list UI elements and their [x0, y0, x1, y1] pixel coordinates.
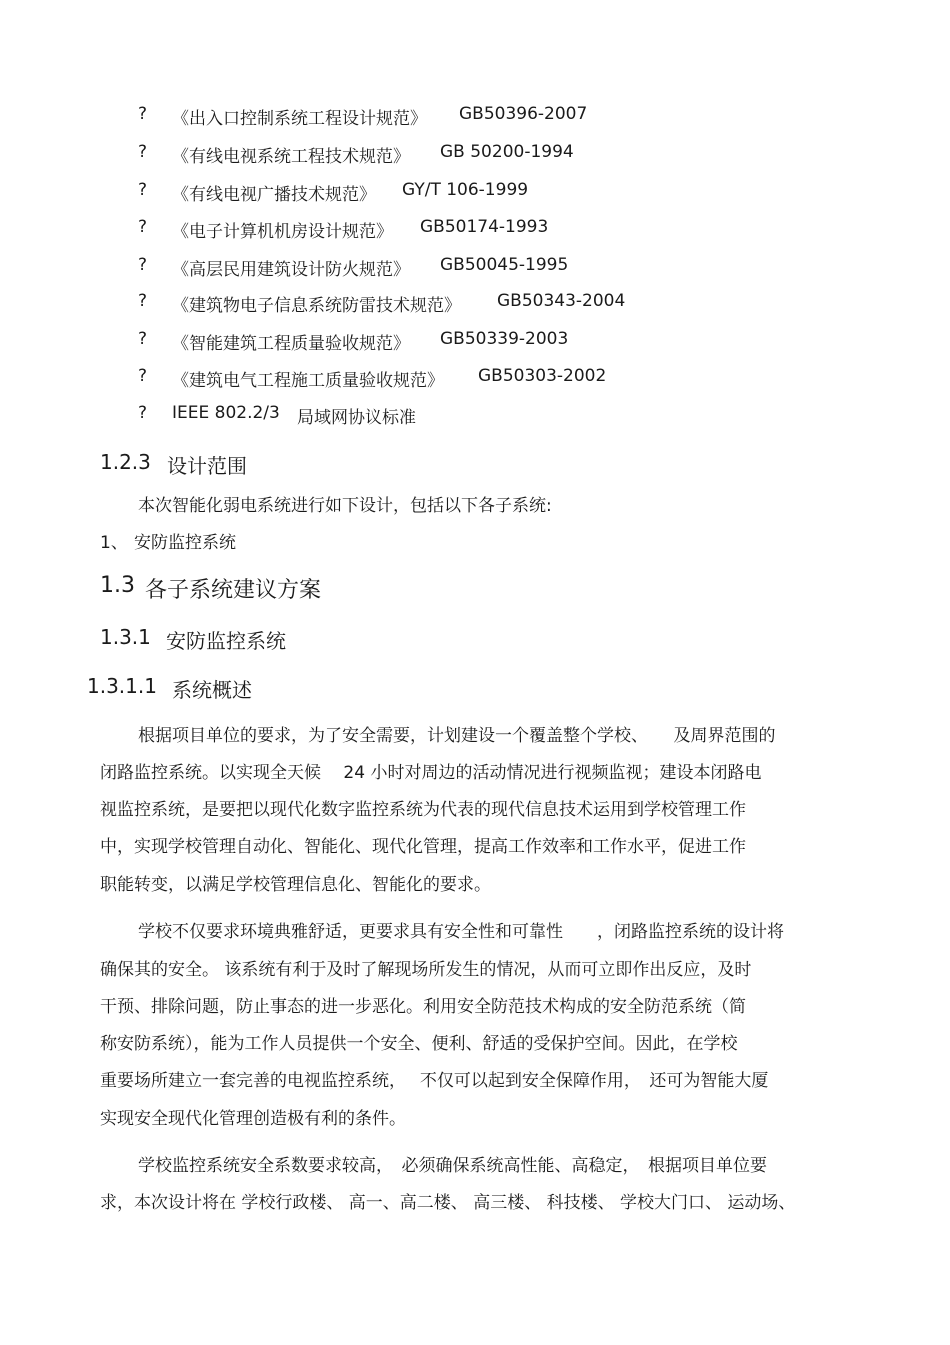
paragraph-line: 闭路监控系统。以实现全天候 24 小时对周边的活动情况进行视频监视；建设本闭路电 — [100, 763, 762, 783]
standard-title: IEEE 802.2/3 — [172, 403, 280, 423]
list-bullet: ? — [138, 142, 148, 162]
standard-title: 《智能建筑工程质量验收规范》 — [172, 334, 410, 354]
standard-code: GB 50200-1994 — [440, 142, 574, 162]
paragraph-line: 职能转变，以满足学校管理信息化、智能化的要求。 — [100, 875, 491, 895]
paragraph-line: 实现安全现代化管理创造极有利的条件。 — [100, 1109, 406, 1129]
section-heading-number: 1.2.3 — [100, 450, 151, 474]
standard-code: GB50396-2007 — [459, 104, 588, 124]
standard-code: GB50174-1993 — [420, 217, 549, 237]
paragraph-line: 重要场所建立一套完善的电视监控系统， 不仅可以起到安全保障作用， 还可为智能大厦 — [100, 1071, 769, 1091]
scope-intro: 本次智能化弱电系统进行如下设计，包括以下各子系统: — [138, 496, 552, 516]
standard-title: 《建筑电气工程施工质量验收规范》 — [172, 371, 444, 391]
paragraph-line: 学校不仅要求环境典雅舒适，更要求具有安全性和可靠性 ，闭路监控系统的设计将 — [138, 922, 784, 942]
standard-code: GB50339-2003 — [440, 329, 569, 349]
list-bullet: ? — [138, 403, 148, 423]
standard-title: 《电子计算机机房设计规范》 — [172, 222, 393, 242]
section-heading-title: 设计范围 — [167, 454, 247, 478]
list-bullet: ? — [138, 217, 148, 237]
list-bullet: ? — [138, 366, 148, 386]
paragraph-line: 视监控系统，是要把以现代化数字监控系统为代表的现代信息技术运用到学校管理工作 — [100, 800, 746, 820]
standard-title: 《出入口控制系统工程设计规范》 — [172, 109, 427, 129]
paragraph-line: 中，实现学校管理自动化、智能化、现代化管理，提高工作效率和工作水平，促进工作 — [100, 837, 746, 857]
standard-code: GB50045-1995 — [440, 255, 569, 275]
paragraph-line: 学校监控系统安全系数要求较高， 必须确保系统高性能、高稳定， 根据项目单位要 — [138, 1156, 767, 1176]
paragraph-line: 干预、排除问题，防止事态的进一步恶化。利用安全防范技术构成的安全防范系统（简 — [100, 997, 746, 1017]
standard-title: 《高层民用建筑设计防火规范》 — [172, 260, 410, 280]
standard-code: 局域网协议标准 — [297, 408, 416, 428]
paragraph-line: 根据项目单位的要求，为了安全需要，计划建设一个覆盖整个学校、 及周界范围的 — [138, 726, 776, 746]
paragraph-line: 称安防系统），能为工作人员提供一个安全、便利、舒适的受保护空间。因此，在学校 — [100, 1034, 738, 1054]
standard-title: 《有线电视系统工程技术规范》 — [172, 147, 410, 167]
paragraph-line: 求，本次设计将在 学校行政楼、 高一、高二楼、 高三楼、 科技楼、 学校大门口、 运动场、 — [100, 1193, 796, 1213]
paragraph-line: 确保其的安全。 该系统有利于及时了解现场所发生的情况，从而可立即作出反应，及时 — [100, 960, 752, 980]
standard-code: GY/T 106-1999 — [402, 180, 529, 200]
list-bullet: ? — [138, 180, 148, 200]
section-heading-number: 1.3.1.1 — [87, 674, 157, 698]
list-bullet: ? — [138, 104, 148, 124]
scope-item-text: 安防监控系统 — [134, 533, 236, 553]
standard-title: 《建筑物电子信息系统防雷技术规范》 — [172, 296, 461, 316]
standard-code: GB50343-2004 — [497, 291, 626, 311]
scope-item-number: 1、 — [100, 533, 128, 553]
standard-code: GB50303-2002 — [478, 366, 607, 386]
section-heading-number: 1.3.1 — [100, 625, 151, 649]
section-heading-title: 安防监控系统 — [166, 629, 286, 653]
section-heading-title: 系统概述 — [172, 678, 252, 702]
list-bullet: ? — [138, 329, 148, 349]
standard-title: 《有线电视广播技术规范》 — [172, 185, 376, 205]
list-bullet: ? — [138, 291, 148, 311]
section-heading-number: 1.3 — [100, 573, 135, 598]
list-bullet: ? — [138, 255, 148, 275]
section-heading-title: 各子系统建议方案 — [145, 578, 322, 603]
